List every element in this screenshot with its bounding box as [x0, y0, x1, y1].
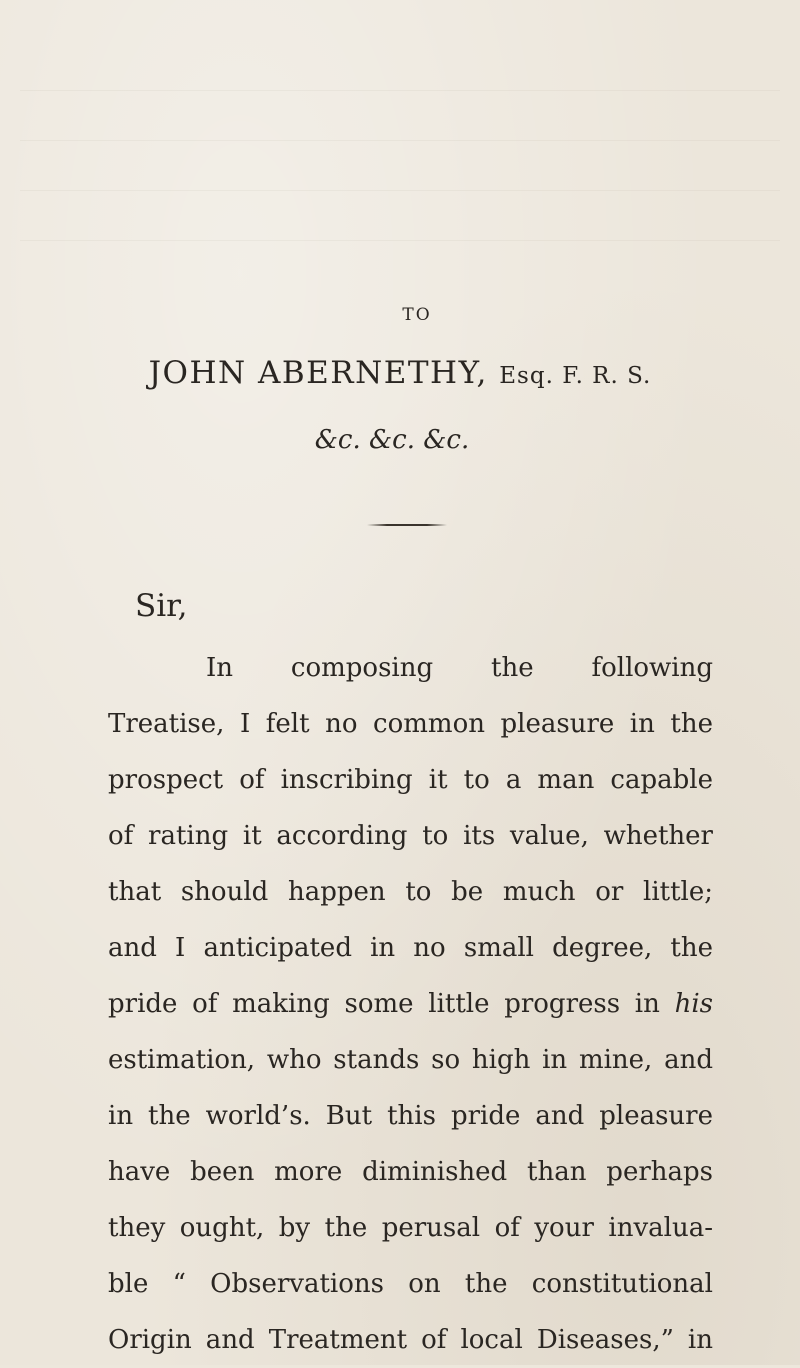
ornamental-rule	[367, 524, 447, 526]
text-line: prospect of inscribing it to a man capable	[108, 765, 713, 795]
text-line: Origin and Treatment of local Diseases,” in	[108, 1325, 713, 1355]
letter-body	[108, 640, 713, 1368]
dedication-to: TO	[402, 305, 432, 325]
dedicatee-line	[0, 355, 800, 391]
text-line: of rating it according to its value, whether	[108, 821, 713, 851]
salutation: Sir,	[135, 588, 188, 624]
bleed-through-line	[20, 190, 780, 191]
text-line: Treatise, I felt no common pleasure in the	[108, 709, 713, 739]
text-line: In composing the following	[206, 653, 713, 683]
bleed-through-line	[20, 90, 780, 91]
et-cetera: &c. &c. &c.	[314, 425, 470, 455]
text-line-with-italic	[108, 976, 713, 1032]
italic-word: his	[674, 989, 714, 1019]
bleed-through-line	[20, 240, 780, 241]
text-line: have been more diminished than perhaps	[108, 1157, 713, 1187]
text-line: in the world’s. But this pride and pleasure	[108, 1101, 713, 1131]
text-line: that should happen to be much or little;	[108, 877, 713, 907]
text-line: and I anticipated in no small degree, the	[108, 933, 713, 963]
dedicatee-name: JOHN ABERNETHY,	[148, 355, 488, 391]
text-line: ble “ Observations on the constitutional	[108, 1269, 713, 1299]
text-line-part: pride of making some little progress in	[108, 989, 660, 1019]
dedicatee-title: Esq. F. R. S.	[499, 363, 652, 389]
bleed-through-line	[20, 140, 780, 141]
text-line: estimation, who stands so high in mine, and	[108, 1045, 713, 1075]
text-line: they ought, by the perusal of your invalua-	[108, 1213, 713, 1243]
